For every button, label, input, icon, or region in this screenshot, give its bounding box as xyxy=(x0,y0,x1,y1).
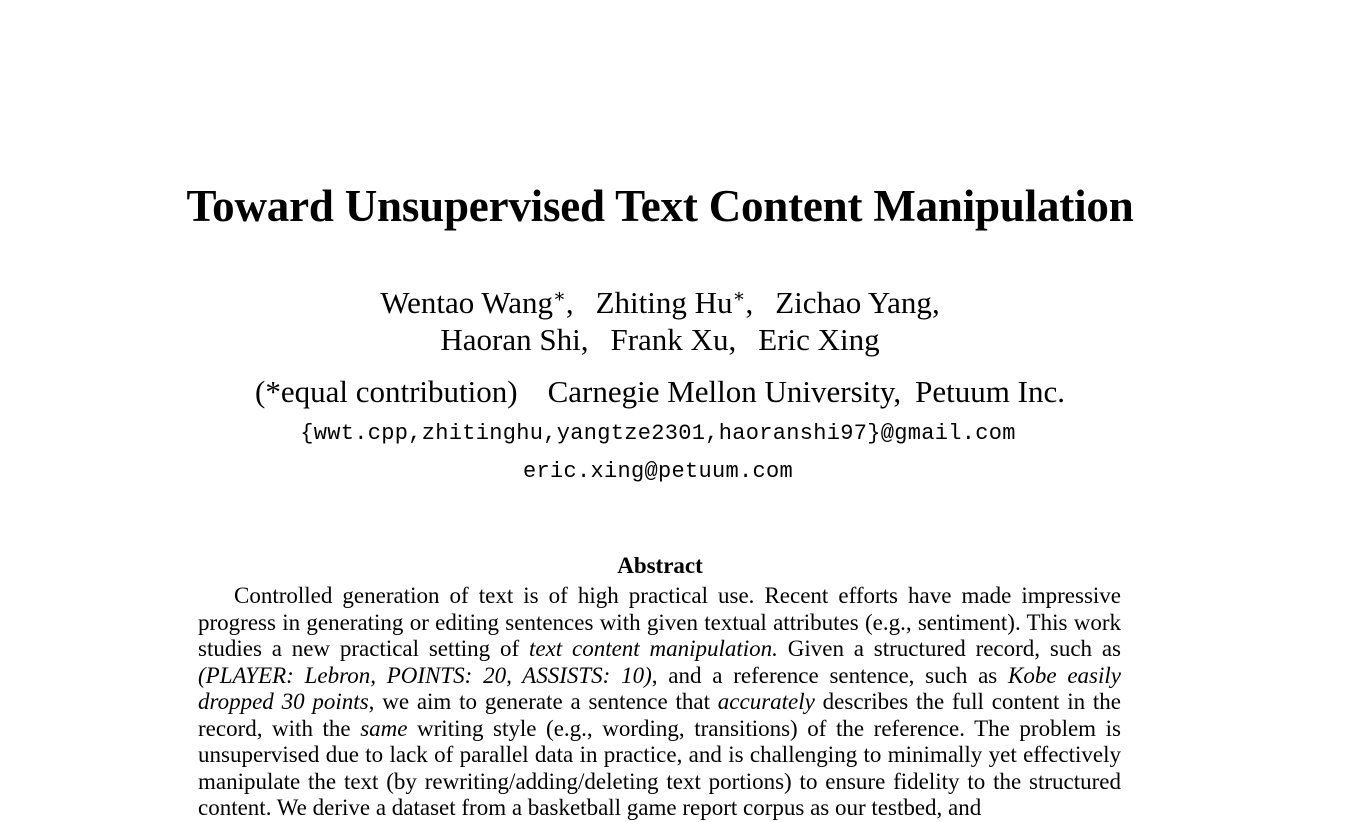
email-line[interactable]: {wwt.cpp,zhitinghu,yangtze2301,haoranshi97}@gmail.com xyxy=(300,421,1016,446)
author-name: Haoran Shi xyxy=(440,322,581,357)
abstract-example-sentence: Kobe easily dropped 30 points xyxy=(198,662,1121,714)
abstract-emphasis: text content manipulation. xyxy=(528,636,778,661)
author-name: Frank Xu xyxy=(610,322,729,357)
abstract-text: Controlled generation of text is of high practical use. Recent efforts have made impressive progress in generating or editing sentences with given textual attributes (e.g., sentiment). This work studies a new practical setting of xyxy=(198,583,1121,661)
abstract-text: , we aim to generate a sentence that xyxy=(368,689,718,714)
author-name: Zichao Yang xyxy=(775,285,932,320)
author-separator: , xyxy=(745,285,754,320)
author-name: Wentao Wang xyxy=(380,285,553,320)
equal-contribution-note: (*equal contribution) xyxy=(255,374,518,409)
abstract-heading: Abstract xyxy=(617,553,703,578)
abstract-text: describes the full content in the record, with the xyxy=(198,689,1121,741)
abstract-emphasis: accurately xyxy=(717,689,815,714)
abstract-text: , and a reference sentence, such as xyxy=(651,662,1009,688)
affiliation-line xyxy=(0,373,1320,411)
equal-contribution-mark: ∗ xyxy=(732,286,746,307)
equal-contribution-mark: ∗ xyxy=(552,286,566,307)
author-separator: , xyxy=(565,285,574,320)
abstract-example-record: (PLAYER: Lebron, POINTS: 20, ASSISTS: 10) xyxy=(198,662,652,688)
author-separator: , xyxy=(580,322,589,357)
author-row-1 xyxy=(0,284,1320,321)
author-separator: , xyxy=(728,322,737,357)
abstract-text: writing style (e.g., wording, transitions) of the reference. The problem is unsupervised due to lack of parallel data in practice, and is challenging to minimally yet effectively manipulate the text (by rewriting/adding/deleting text portions) to ensure fidelity to the structured content. We derive a dataset from a basketball game report corpus as our testbed, and xyxy=(198,715,1121,820)
institution-cmu: Carnegie Mellon University, xyxy=(547,374,902,409)
email-line[interactable]: eric.xing@petuum.com xyxy=(522,459,794,484)
abstract-text: Given a structured record, such as xyxy=(777,636,1121,661)
author-name: Eric Xing xyxy=(758,322,880,357)
author-row-2 xyxy=(0,321,1320,358)
abstract-emphasis: same xyxy=(360,715,408,741)
abstract-body xyxy=(198,583,1121,822)
author-name: Zhiting Hu xyxy=(595,285,733,320)
author-list xyxy=(0,284,1320,358)
author-separator: , xyxy=(931,285,940,320)
institution-petuum: Petuum Inc. xyxy=(915,374,1065,409)
paper-title: Toward Unsupervised Text Content Manipulation xyxy=(186,181,1134,231)
